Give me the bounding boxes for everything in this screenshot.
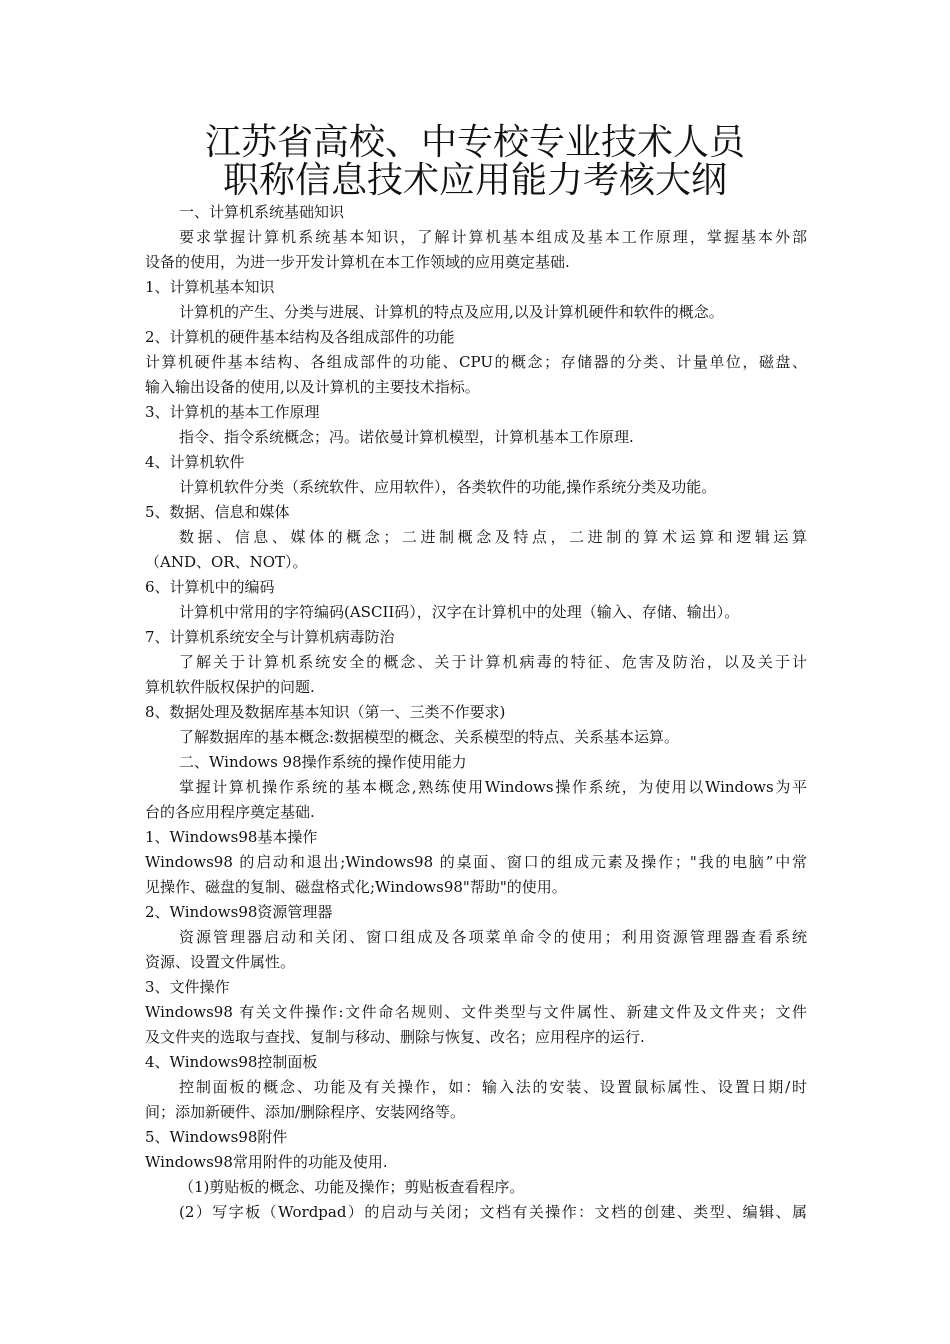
paragraph-line: 数据、信息、媒体的概念；二进制概念及特点，二进制的算术运算和逻辑运算	[179, 528, 807, 546]
paragraph-line: 了解数据库的基本概念:数据模型的概念、关系模型的特点、关系基本运算。	[179, 728, 680, 746]
paragraph-line: 见操作、磁盘的复制、磁盘格式化;Windows98"帮助"的使用。	[145, 878, 567, 896]
paragraph-line: 计算机软件分类（系统软件、应用软件），各类软件的功能,操作系统分类及功能。	[179, 478, 717, 496]
paragraph-line: 算机软件版权保护的问题.	[145, 678, 315, 696]
paragraph-line: 要求掌握计算机系统基本知识，了解计算机基本组成及基本工作原理，掌握基本外部	[179, 228, 807, 246]
list-item: （1)剪贴板的概念、功能及操作；剪贴板查看程序。	[179, 1178, 525, 1196]
paragraph-line: 计算机的产生、分类与进展、计算机的特点及应用,以及计算机硬件和软件的概念。	[179, 303, 724, 321]
paragraph-line: Windows98 有关文件操作:文件命名规则、文件类型与文件属性、新建文件及文件夹；文件	[145, 1003, 807, 1021]
paragraph-line: 计算机中常用的字符编码(ASCII码），汉字在计算机中的处理（输入、存储、输出）。	[179, 603, 740, 621]
paragraph-line: 计算机硬件基本结构、各组成部件的功能、CPU的概念；存储器的分类、计量单位，磁盘、	[145, 353, 807, 371]
subsection-heading: 2、计算机的硬件基本结构及各组成部件的功能	[145, 328, 455, 346]
paragraph-line: 掌握计算机操作系统的基本概念,熟练使用Windows操作系统，为使用以Windows为平	[179, 778, 807, 796]
section-heading: 二、Windows 98操作系统的操作使用能力	[179, 753, 467, 771]
paragraph-line: 间；添加新硬件、添加/删除程序、安装网络等。	[145, 1103, 466, 1121]
subsection-heading: 4、计算机软件	[145, 453, 245, 471]
document-body	[145, 200, 807, 1225]
subsection-heading: 4、Windows98控制面板	[145, 1053, 318, 1071]
subsection-heading: 5、Windows98附件	[145, 1128, 288, 1146]
paragraph-line: （AND、OR、NOT）。	[145, 553, 308, 571]
paragraph-line: 输入输出设备的使用,以及计算机的主要技术指标。	[145, 378, 480, 396]
subsection-heading: 2、Windows98资源管理器	[145, 903, 333, 921]
subsection-heading: 6、计算机中的编码	[145, 578, 275, 596]
subsection-heading: 8、数据处理及数据库基本知识（第一、三类不作要求)	[145, 703, 506, 721]
document-title-line-2: 职称信息技术应用能力考核大纲	[222, 160, 727, 201]
paragraph-line: 资源、设置文件属性。	[145, 953, 296, 971]
subsection-heading: 1、Windows98基本操作	[145, 828, 318, 846]
subsection-heading: 3、文件操作	[145, 978, 230, 996]
paragraph-line: 资源管理器启动和关闭、窗口组成及各项菜单命令的使用；利用资源管理器查看系统	[179, 928, 807, 946]
subsection-heading: 3、计算机的基本工作原理	[145, 403, 320, 421]
paragraph-line: 了解关于计算机系统安全的概念、关于计算机病毒的特征、危害及防治，以及关于计	[179, 653, 807, 671]
section-heading: 一、计算机系统基础知识	[179, 203, 345, 221]
paragraph-line: 台的各应用程序奠定基础.	[145, 803, 315, 821]
paragraph-line: 指令、指令系统概念；冯。诺依曼计算机模型，计算机基本工作原理.	[179, 428, 634, 446]
paragraph-line: 控制面板的概念、功能及有关操作，如：输入法的安装、设置鼠标属性、设置日期/时	[179, 1078, 807, 1096]
list-item: (2）写字板（Wordpad）的启动与关闭；文档有关操作：文档的创建、类型、编辑、属	[179, 1203, 807, 1221]
subsection-heading: 1、计算机基本知识	[145, 278, 275, 296]
paragraph-line: Windows98 的启动和退出;Windows98 的桌面、窗口的组成元素及操作；"我的电脑”中常	[145, 853, 807, 871]
paragraph-line: Windows98常用附件的功能及使用.	[145, 1153, 388, 1171]
subsection-heading: 5、数据、信息和媒体	[145, 503, 290, 521]
paragraph-line: 设备的使用，为进一步开发计算机在本工作领域的应用奠定基础.	[145, 253, 570, 271]
paragraph-line: 及文件夹的选取与查找、复制与移动、删除与恢复、改名；应用程序的运行.	[145, 1028, 645, 1046]
document-title-line-1: 江苏省高校、中专校专业技术人员	[204, 122, 745, 163]
subsection-heading: 7、计算机系统安全与计算机病毒防治	[145, 628, 395, 646]
